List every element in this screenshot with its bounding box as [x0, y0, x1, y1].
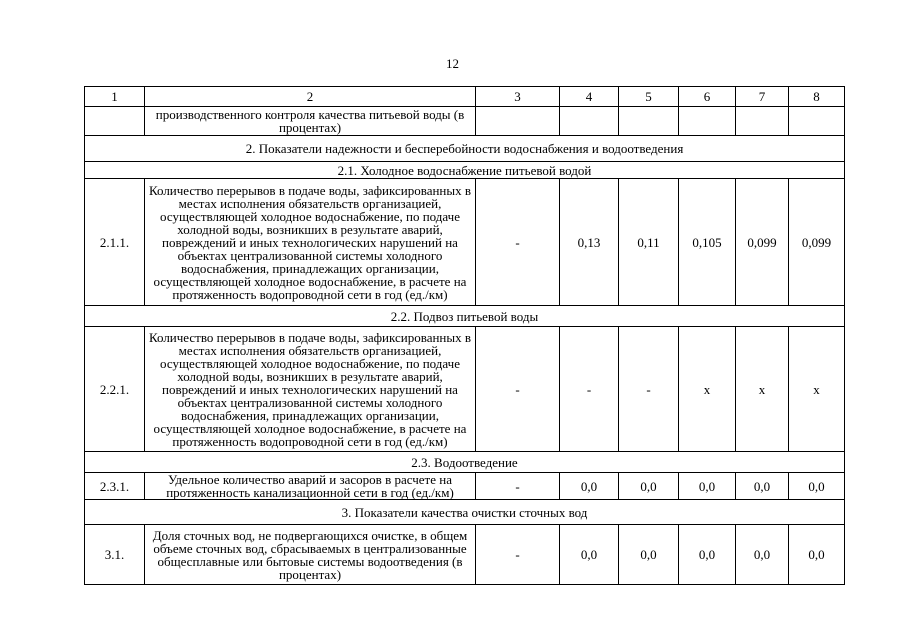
value-cell: -	[476, 525, 560, 585]
row-number: 2.1.1.	[85, 179, 145, 306]
value-cell: x	[679, 327, 736, 452]
header-cell: 8	[789, 87, 845, 107]
section-row	[85, 136, 845, 162]
value-cell	[736, 107, 789, 136]
value-cell: 0,0	[560, 473, 619, 500]
value-cell: -	[560, 327, 619, 452]
value-cell: -	[476, 179, 560, 306]
value-cell: 0,105	[679, 179, 736, 306]
row-description: Количество перерывов в подаче воды, зафиксированных в местах исполнения обязательств организацией, осуществляющей холодное водоснабжение, по подаче холодной воды, возникших в результате аварий, повреждений и иных технологических нарушений на объектах централизованной системы холодного водоснабжения, принадлежащих организации, осуществляющей холодное водоснабжение, в расчете на протяженность водопроводной сети в год (ед./км)	[145, 327, 476, 452]
value-cell: 0,0	[619, 525, 679, 585]
subsection-title: 2.1. Холодное водоснабжение питьевой водой	[85, 162, 845, 179]
continuation-row	[85, 107, 845, 136]
value-cell: 0,099	[789, 179, 845, 306]
value-cell	[789, 107, 845, 136]
value-cell	[476, 107, 560, 136]
page-number: 12	[446, 56, 459, 71]
header-cell: 4	[560, 87, 619, 107]
header-cell: 2	[145, 87, 476, 107]
value-cell	[619, 107, 679, 136]
row-number	[85, 107, 145, 136]
row-number: 2.3.1.	[85, 473, 145, 500]
value-cell: 0,0	[560, 525, 619, 585]
value-cell: 0,099	[736, 179, 789, 306]
header-row	[85, 87, 845, 107]
value-cell: 0,0	[736, 473, 789, 500]
subsection-row	[85, 452, 845, 473]
header-cell: 6	[679, 87, 736, 107]
header-cell: 1	[85, 87, 145, 107]
table-row	[85, 327, 845, 452]
value-cell	[560, 107, 619, 136]
value-cell: -	[476, 473, 560, 500]
value-cell	[679, 107, 736, 136]
value-cell: 0,13	[560, 179, 619, 306]
subsection-row	[85, 162, 845, 179]
table-row	[85, 179, 845, 306]
value-cell: 0,11	[619, 179, 679, 306]
value-cell: 0,0	[789, 473, 845, 500]
header-cell: 5	[619, 87, 679, 107]
table-row	[85, 473, 845, 500]
row-number: 2.2.1.	[85, 327, 145, 452]
value-cell: -	[476, 327, 560, 452]
header-cell: 3	[476, 87, 560, 107]
header-cell: 7	[736, 87, 789, 107]
row-description: Количество перерывов в подаче воды, зафиксированных в местах исполнения обязательств организацией, осуществляющей холодное водоснабжение, по подаче холодной воды, возникших в результате аварий, повреждений и иных технологических нарушений на объектах централизованной системы холодного водоснабжения, принадлежащих организации, осуществляющей холодное водоснабжение, в расчете на протяженность водопроводной сети в год (ед./км)	[145, 179, 476, 306]
value-cell: x	[736, 327, 789, 452]
value-cell: 0,0	[679, 525, 736, 585]
value-cell: 0,0	[789, 525, 845, 585]
subsection-title: 2.3. Водоотведение	[85, 452, 845, 473]
row-description: Удельное количество аварий и засоров в расчете на протяженность канализационной сети в год (ед./км)	[145, 473, 476, 500]
section-title: 2. Показатели надежности и бесперебойности водоснабжения и водоотведения	[85, 136, 845, 162]
indicators-table	[84, 86, 845, 585]
section-row	[85, 500, 845, 525]
row-number: 3.1.	[85, 525, 145, 585]
section-title: 3. Показатели качества очистки сточных вод	[85, 500, 845, 525]
table-row	[85, 525, 845, 585]
row-description: Доля сточных вод, не подвергающихся очистке, в общем объеме сточных вод, сбрасываемых в централизованные общесплавные или бытовые системы водоотведения (в процентах)	[145, 525, 476, 585]
value-cell: 0,0	[736, 525, 789, 585]
subsection-title: 2.2. Подвоз питьевой воды	[85, 306, 845, 327]
value-cell: 0,0	[619, 473, 679, 500]
value-cell: -	[619, 327, 679, 452]
subsection-row	[85, 306, 845, 327]
row-description: производственного контроля качества питьевой воды (в процентах)	[145, 107, 476, 136]
value-cell: x	[789, 327, 845, 452]
value-cell: 0,0	[679, 473, 736, 500]
